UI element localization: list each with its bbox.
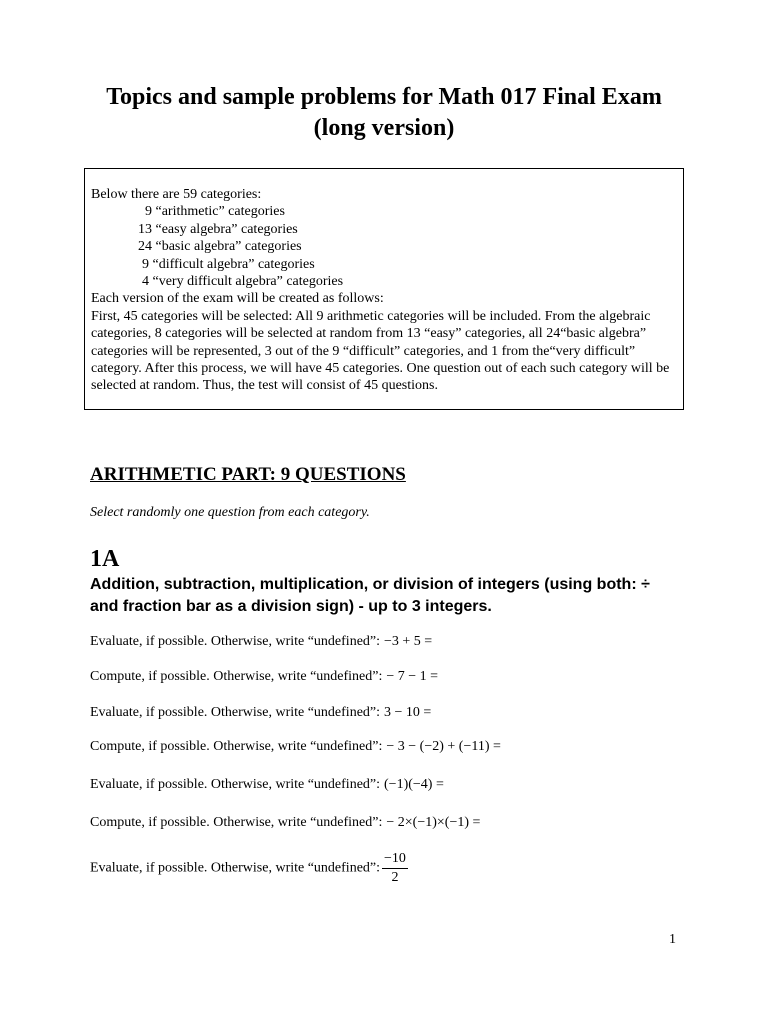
category-easy-algebra: 13 “easy algebra” categories <box>138 221 298 237</box>
problem-expression: 3 − 10 = <box>384 705 432 720</box>
intro-line: Below there are 59 categories: <box>91 187 262 202</box>
problem-prompt: Evaluate, if possible. Otherwise, write “undefined”: <box>90 634 381 649</box>
problem-item <box>90 669 438 685</box>
title-line-1: Topics and sample problems for Math 017 Final Exam <box>106 84 662 110</box>
category-difficult-algebra: 9 “difficult algebra” categories <box>142 256 315 272</box>
problem-prompt: Evaluate, if possible. Otherwise, write “undefined”: <box>90 777 381 792</box>
intro-paragraph: First, 45 categories will be selected: All 9 arithmetic categories will be included. From the algebraic categories, 8 categories will be selected at random from 13 “easy” categories, all 24“basic algebra” categories will be represented, 3 out of the 9 “difficult” categories, and 1 from the“very difficult” category. After this process, we will have 45 categories. One question out of each such category will be selected at random. Thus, the test will consist of 45 questions. <box>91 308 670 394</box>
problem-item <box>90 634 432 650</box>
problem-expression: − 2×(−1)×(−1) = <box>386 815 481 830</box>
section-heading: ARITHMETIC PART: 9 QUESTIONS <box>90 464 406 485</box>
fraction-numerator: −10 <box>382 851 408 869</box>
problem-expression: (−1)(−4) = <box>384 777 444 792</box>
fraction <box>382 851 408 886</box>
intro-box <box>84 168 684 410</box>
problem-expression: − 7 − 1 = <box>386 669 439 684</box>
problem-prompt: Compute, if possible. Otherwise, write “undefined”: <box>90 669 383 684</box>
title-line-2: (long version) <box>313 115 455 141</box>
document-title <box>40 82 728 144</box>
problem-prompt: Evaluate, if possible. Otherwise, write “undefined”: <box>90 705 381 720</box>
page-number: 1 <box>669 932 676 947</box>
problem-item <box>90 851 408 886</box>
problem-expression: −3 + 5 = <box>384 634 433 649</box>
category-arithmetic: 9 “arithmetic” categories <box>145 204 285 220</box>
category-very-difficult-algebra: 4 “very difficult algebra” categories <box>142 274 344 290</box>
problem-expression: − 3 − (−2) + (−11) = <box>386 739 501 754</box>
problem-item <box>90 705 431 721</box>
fraction-denominator: 2 <box>391 870 399 885</box>
intro-line: Each version of the exam will be created as follows: <box>91 291 384 307</box>
problem-prompt: Compute, if possible. Otherwise, write “undefined”: <box>90 815 383 830</box>
problem-item <box>90 777 444 793</box>
section-description: Addition, subtraction, multiplication, or division of integers (using both: ÷ and fraction bar as a division sign) - up to 3 integers. <box>90 576 650 615</box>
problem-item <box>90 815 480 831</box>
category-basic-algebra: 24 “basic algebra” categories <box>138 239 302 255</box>
problem-prompt: Compute, if possible. Otherwise, write “undefined”: <box>90 739 383 754</box>
problem-item <box>90 739 501 755</box>
problem-prompt: Evaluate, if possible. Otherwise, write “undefined”: <box>90 860 381 876</box>
section-label: 1A <box>90 546 120 572</box>
instruction-text: Select randomly one question from each category. <box>90 505 370 520</box>
